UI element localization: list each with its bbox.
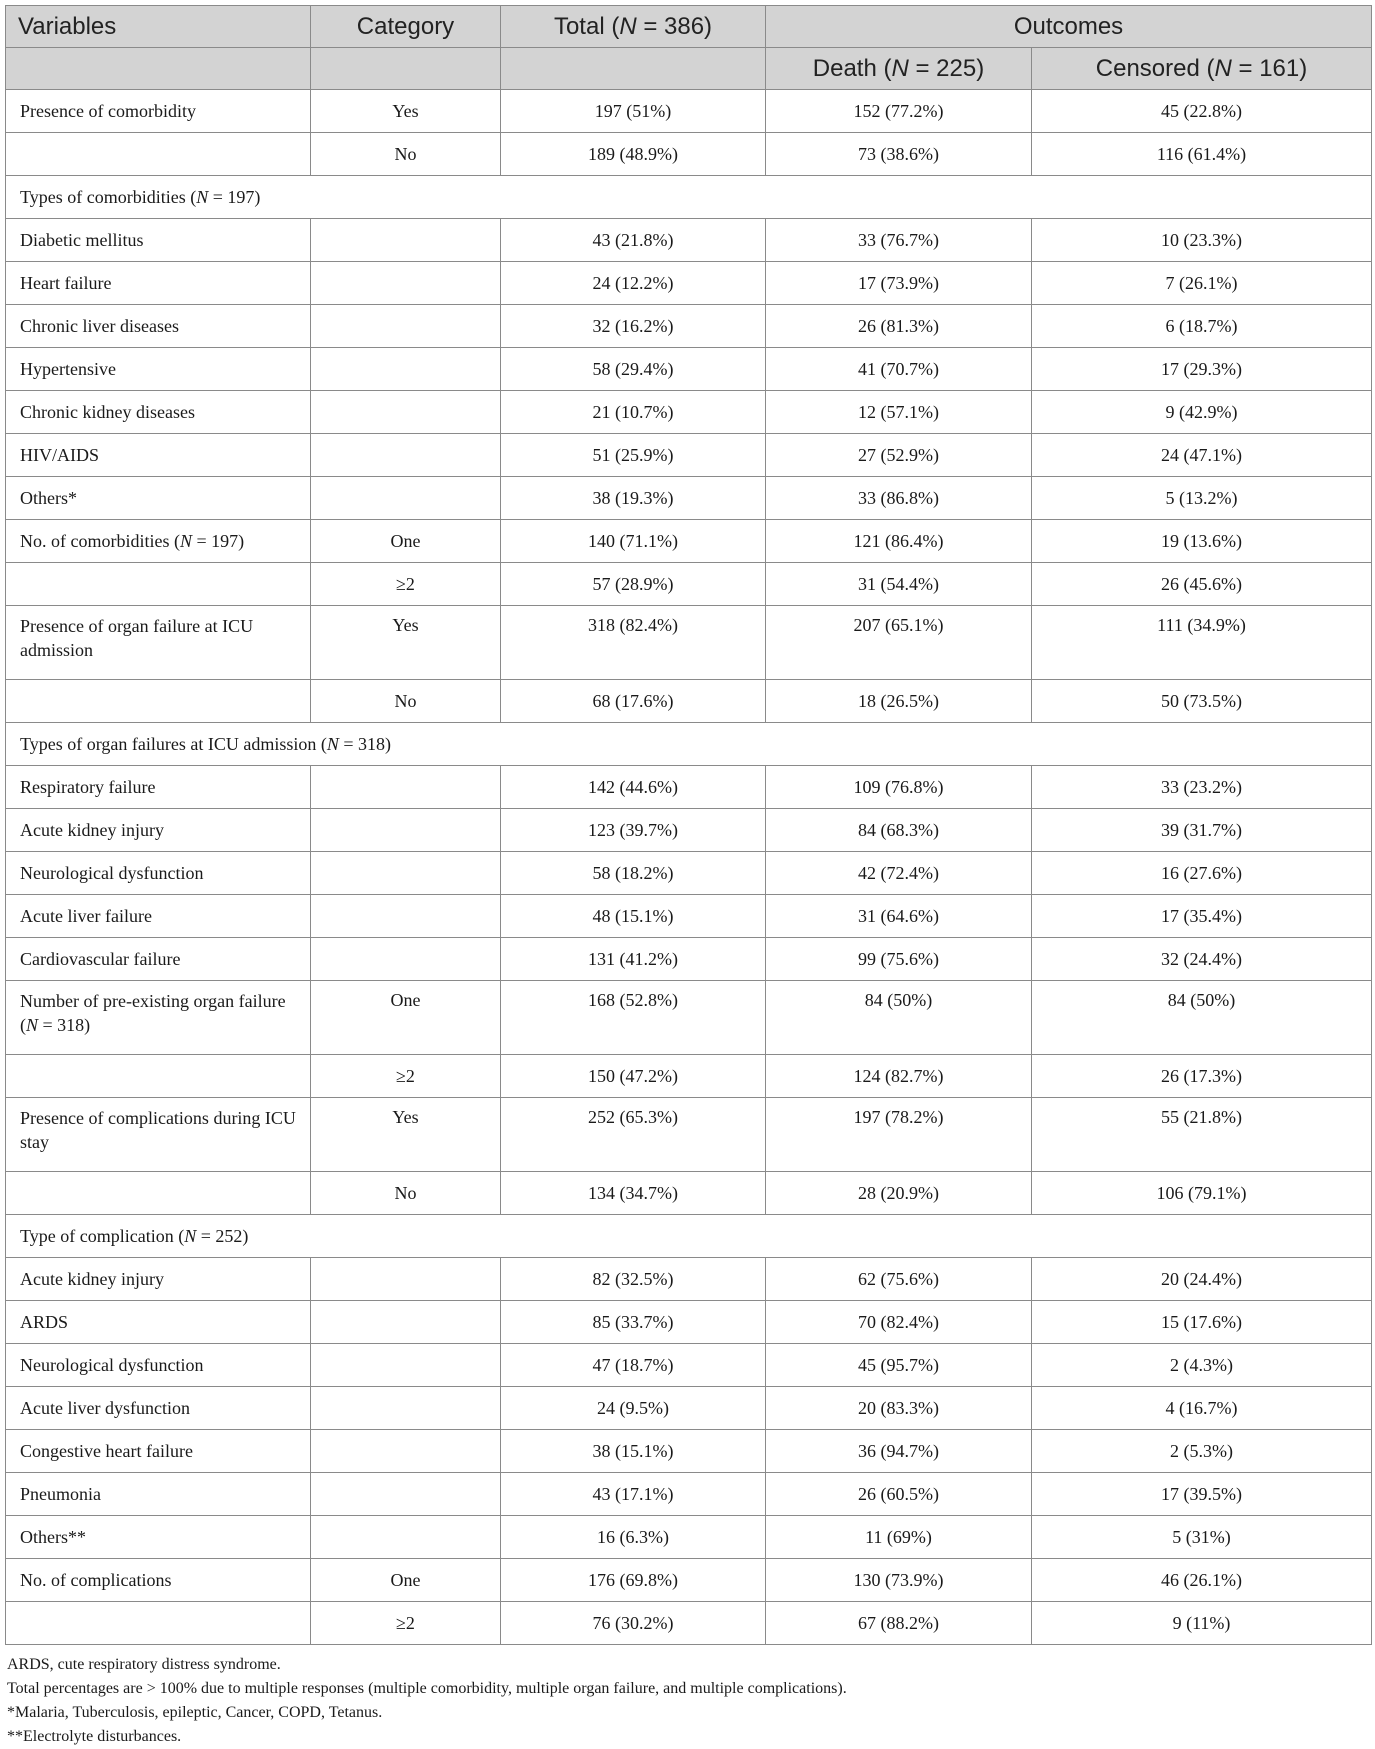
table-row (6, 1430, 1372, 1473)
section-label: Types of organ failures at ICU admission (N = 318) (6, 723, 1372, 766)
cell-variable: Pneumonia (6, 1473, 311, 1516)
cell-censored: 39 (31.7%) (1032, 809, 1372, 852)
cell-total: 85 (33.7%) (501, 1301, 766, 1344)
cell-category: Yes (311, 90, 501, 133)
cell-censored: 46 (26.1%) (1032, 1559, 1372, 1602)
table-row (6, 1516, 1372, 1559)
table-row (6, 852, 1372, 895)
cell-category: ≥2 (311, 563, 501, 606)
cell-category (311, 477, 501, 520)
cell-total: 21 (10.7%) (501, 391, 766, 434)
table-container (5, 5, 1371, 1749)
cell-variable: Chronic kidney diseases (6, 391, 311, 434)
table-row (6, 895, 1372, 938)
cell-death: 31 (64.6%) (766, 895, 1032, 938)
cell-censored: 5 (31%) (1032, 1516, 1372, 1559)
cell-total: 318 (82.4%) (501, 606, 766, 680)
cell-death: 20 (83.3%) (766, 1387, 1032, 1430)
table-row (6, 1602, 1372, 1645)
cell-death: 45 (95.7%) (766, 1344, 1032, 1387)
cell-variable: Respiratory failure (6, 766, 311, 809)
cell-variable (6, 133, 311, 176)
footnote: *Malaria, Tuberculosis, epileptic, Cancer, COPD, Tetanus. (7, 1704, 383, 1721)
cell-total: 168 (52.8%) (501, 981, 766, 1055)
cell-total: 43 (21.8%) (501, 219, 766, 262)
table-row (6, 434, 1372, 477)
cell-censored: 9 (42.9%) (1032, 391, 1372, 434)
section-label: Type of complication (N = 252) (6, 1215, 1372, 1258)
cell-variable: Others** (6, 1516, 311, 1559)
cell-total: 68 (17.6%) (501, 680, 766, 723)
cell-death: 42 (72.4%) (766, 852, 1032, 895)
cell-category (311, 1473, 501, 1516)
cell-variable: Others* (6, 477, 311, 520)
cell-censored: 20 (24.4%) (1032, 1258, 1372, 1301)
cell-total: 176 (69.8%) (501, 1559, 766, 1602)
table-row (6, 305, 1372, 348)
cell-variable: Chronic liver diseases (6, 305, 311, 348)
cell-death: 109 (76.8%) (766, 766, 1032, 809)
cell-total: 58 (18.2%) (501, 852, 766, 895)
cell-total: 150 (47.2%) (501, 1055, 766, 1098)
table-row (6, 391, 1372, 434)
table-row (6, 1098, 1372, 1172)
cell-censored: 106 (79.1%) (1032, 1172, 1372, 1215)
cell-category (311, 1344, 501, 1387)
table-row (6, 477, 1372, 520)
table-row (6, 563, 1372, 606)
cell-category: No (311, 1172, 501, 1215)
cell-death: 207 (65.1%) (766, 606, 1032, 680)
footnote: ARDS, cute respiratory distress syndrome. (7, 1656, 281, 1673)
header-outcomes: Outcomes (766, 6, 1372, 48)
cell-variable: Acute kidney injury (6, 1258, 311, 1301)
cell-variable: Presence of organ failure at ICU admission (6, 606, 311, 680)
cell-censored: 45 (22.8%) (1032, 90, 1372, 133)
cell-total: 24 (12.2%) (501, 262, 766, 305)
cell-death: 84 (68.3%) (766, 809, 1032, 852)
cell-total: 142 (44.6%) (501, 766, 766, 809)
cell-death: 12 (57.1%) (766, 391, 1032, 434)
cell-total: 38 (15.1%) (501, 1430, 766, 1473)
cell-death: 152 (77.2%) (766, 90, 1032, 133)
footnotes (5, 1653, 1371, 1749)
cell-death: 62 (75.6%) (766, 1258, 1032, 1301)
table-body (6, 90, 1372, 1645)
cell-variable (6, 1172, 311, 1215)
cell-censored: 17 (39.5%) (1032, 1473, 1372, 1516)
cell-censored: 2 (4.3%) (1032, 1344, 1372, 1387)
table-row (6, 90, 1372, 133)
table-row (6, 219, 1372, 262)
cell-variable: Diabetic mellitus (6, 219, 311, 262)
cell-variable: Hypertensive (6, 348, 311, 391)
cell-total: 123 (39.7%) (501, 809, 766, 852)
table-row (6, 1055, 1372, 1098)
cell-total: 16 (6.3%) (501, 1516, 766, 1559)
cell-total: 76 (30.2%) (501, 1602, 766, 1645)
cell-category: ≥2 (311, 1055, 501, 1098)
cell-censored: 26 (17.3%) (1032, 1055, 1372, 1098)
table-row (6, 262, 1372, 305)
cell-censored: 4 (16.7%) (1032, 1387, 1372, 1430)
cell-total: 82 (32.5%) (501, 1258, 766, 1301)
cell-censored: 10 (23.3%) (1032, 219, 1372, 262)
cell-category (311, 1516, 501, 1559)
cell-category (311, 219, 501, 262)
cell-death: 27 (52.9%) (766, 434, 1032, 477)
cell-censored: 17 (35.4%) (1032, 895, 1372, 938)
table-row (6, 606, 1372, 680)
footnote: **Electrolyte disturbances. (7, 1728, 182, 1745)
cell-total: 32 (16.2%) (501, 305, 766, 348)
cell-category (311, 1387, 501, 1430)
cell-category (311, 766, 501, 809)
cell-death: 17 (73.9%) (766, 262, 1032, 305)
cell-variable: Heart failure (6, 262, 311, 305)
table-row (6, 1258, 1372, 1301)
table-row (6, 680, 1372, 723)
cell-censored: 7 (26.1%) (1032, 262, 1372, 305)
table-row (6, 1344, 1372, 1387)
cell-death: 99 (75.6%) (766, 938, 1032, 981)
cell-category (311, 262, 501, 305)
cell-variable: Presence of comorbidity (6, 90, 311, 133)
cell-death: 33 (86.8%) (766, 477, 1032, 520)
cell-censored: 16 (27.6%) (1032, 852, 1372, 895)
cell-censored: 32 (24.4%) (1032, 938, 1372, 981)
table-row (6, 766, 1372, 809)
table-row (6, 981, 1372, 1055)
header-empty (6, 48, 311, 90)
cell-category: Yes (311, 606, 501, 680)
cell-censored: 9 (11%) (1032, 1602, 1372, 1645)
cell-censored: 17 (29.3%) (1032, 348, 1372, 391)
table-row (6, 938, 1372, 981)
cell-variable: No. of comorbidities (N = 197) (6, 520, 311, 563)
cell-censored: 111 (34.9%) (1032, 606, 1372, 680)
cell-category (311, 1430, 501, 1473)
cell-category (311, 1258, 501, 1301)
table-row (6, 520, 1372, 563)
table-row (6, 133, 1372, 176)
cell-variable (6, 680, 311, 723)
cell-death: 84 (50%) (766, 981, 1032, 1055)
header-empty (311, 48, 501, 90)
cell-variable: Neurological dysfunction (6, 1344, 311, 1387)
cell-category (311, 938, 501, 981)
cell-censored: 2 (5.3%) (1032, 1430, 1372, 1473)
cell-total: 58 (29.4%) (501, 348, 766, 391)
cell-total: 43 (17.1%) (501, 1473, 766, 1516)
cell-category: Yes (311, 1098, 501, 1172)
cell-total: 57 (28.9%) (501, 563, 766, 606)
cell-total: 38 (19.3%) (501, 477, 766, 520)
cell-total: 197 (51%) (501, 90, 766, 133)
header-censored: Censored (N = 161) (1032, 48, 1372, 90)
cell-category (311, 348, 501, 391)
cell-death: 73 (38.6%) (766, 133, 1032, 176)
cell-censored: 26 (45.6%) (1032, 563, 1372, 606)
cell-category: No (311, 680, 501, 723)
table-row (6, 1172, 1372, 1215)
cell-death: 67 (88.2%) (766, 1602, 1032, 1645)
cell-variable: No. of complications (6, 1559, 311, 1602)
cell-death: 36 (94.7%) (766, 1430, 1032, 1473)
cell-death: 33 (76.7%) (766, 219, 1032, 262)
header-category: Category (311, 6, 501, 48)
header-death: Death (N = 225) (766, 48, 1032, 90)
cell-category (311, 434, 501, 477)
cell-total: 24 (9.5%) (501, 1387, 766, 1430)
cell-variable: Congestive heart failure (6, 1430, 311, 1473)
cell-variable: Presence of complications during ICU stay (6, 1098, 311, 1172)
cell-variable: Acute liver failure (6, 895, 311, 938)
section-label: Types of comorbidities (N = 197) (6, 176, 1372, 219)
footnote: Total percentages are > 100% due to multiple responses (multiple comorbidity, multiple organ failure, and multiple complications). (7, 1680, 847, 1697)
cell-total: 134 (34.7%) (501, 1172, 766, 1215)
cell-total: 131 (41.2%) (501, 938, 766, 981)
cell-death: 41 (70.7%) (766, 348, 1032, 391)
cell-death: 197 (78.2%) (766, 1098, 1032, 1172)
header-variables: Variables (6, 6, 311, 48)
cell-censored: 5 (13.2%) (1032, 477, 1372, 520)
cell-category: One (311, 1559, 501, 1602)
cell-death: 26 (81.3%) (766, 305, 1032, 348)
cell-category (311, 1301, 501, 1344)
cell-variable (6, 1055, 311, 1098)
cell-category (311, 895, 501, 938)
cell-variable: Neurological dysfunction (6, 852, 311, 895)
table-section-row (6, 176, 1372, 219)
cell-censored: 33 (23.2%) (1032, 766, 1372, 809)
cell-death: 124 (82.7%) (766, 1055, 1032, 1098)
cell-variable (6, 1602, 311, 1645)
cell-death: 28 (20.9%) (766, 1172, 1032, 1215)
header-total: Total (N = 386) (501, 6, 766, 48)
cell-total: 140 (71.1%) (501, 520, 766, 563)
cell-total: 252 (65.3%) (501, 1098, 766, 1172)
cell-death: 121 (86.4%) (766, 520, 1032, 563)
cell-death: 31 (54.4%) (766, 563, 1032, 606)
cell-variable: HIV/AIDS (6, 434, 311, 477)
cell-category (311, 852, 501, 895)
cell-censored: 19 (13.6%) (1032, 520, 1372, 563)
table-row (6, 348, 1372, 391)
cell-censored: 84 (50%) (1032, 981, 1372, 1055)
cell-variable: Number of pre-existing organ failure (N = 318) (6, 981, 311, 1055)
cell-total: 48 (15.1%) (501, 895, 766, 938)
cell-total: 47 (18.7%) (501, 1344, 766, 1387)
cell-death: 18 (26.5%) (766, 680, 1032, 723)
data-table (5, 5, 1372, 1645)
table-row (6, 809, 1372, 852)
cell-variable: Acute liver dysfunction (6, 1387, 311, 1430)
table-row (6, 1559, 1372, 1602)
cell-censored: 15 (17.6%) (1032, 1301, 1372, 1344)
cell-variable: Cardiovascular failure (6, 938, 311, 981)
table-section-row (6, 1215, 1372, 1258)
cell-censored: 50 (73.5%) (1032, 680, 1372, 723)
table-header (6, 6, 1372, 90)
cell-death: 130 (73.9%) (766, 1559, 1032, 1602)
cell-censored: 24 (47.1%) (1032, 434, 1372, 477)
cell-category: One (311, 520, 501, 563)
cell-censored: 6 (18.7%) (1032, 305, 1372, 348)
cell-variable: Acute kidney injury (6, 809, 311, 852)
cell-category: No (311, 133, 501, 176)
table-row (6, 1301, 1372, 1344)
cell-censored: 116 (61.4%) (1032, 133, 1372, 176)
header-empty (501, 48, 766, 90)
cell-censored: 55 (21.8%) (1032, 1098, 1372, 1172)
cell-death: 70 (82.4%) (766, 1301, 1032, 1344)
cell-category: ≥2 (311, 1602, 501, 1645)
cell-variable: ARDS (6, 1301, 311, 1344)
table-section-row (6, 723, 1372, 766)
table-row (6, 1387, 1372, 1430)
cell-variable (6, 563, 311, 606)
cell-category (311, 305, 501, 348)
cell-total: 51 (25.9%) (501, 434, 766, 477)
cell-total: 189 (48.9%) (501, 133, 766, 176)
cell-category (311, 809, 501, 852)
cell-death: 26 (60.5%) (766, 1473, 1032, 1516)
cell-category (311, 391, 501, 434)
table-row (6, 1473, 1372, 1516)
cell-death: 11 (69%) (766, 1516, 1032, 1559)
cell-category: One (311, 981, 501, 1055)
